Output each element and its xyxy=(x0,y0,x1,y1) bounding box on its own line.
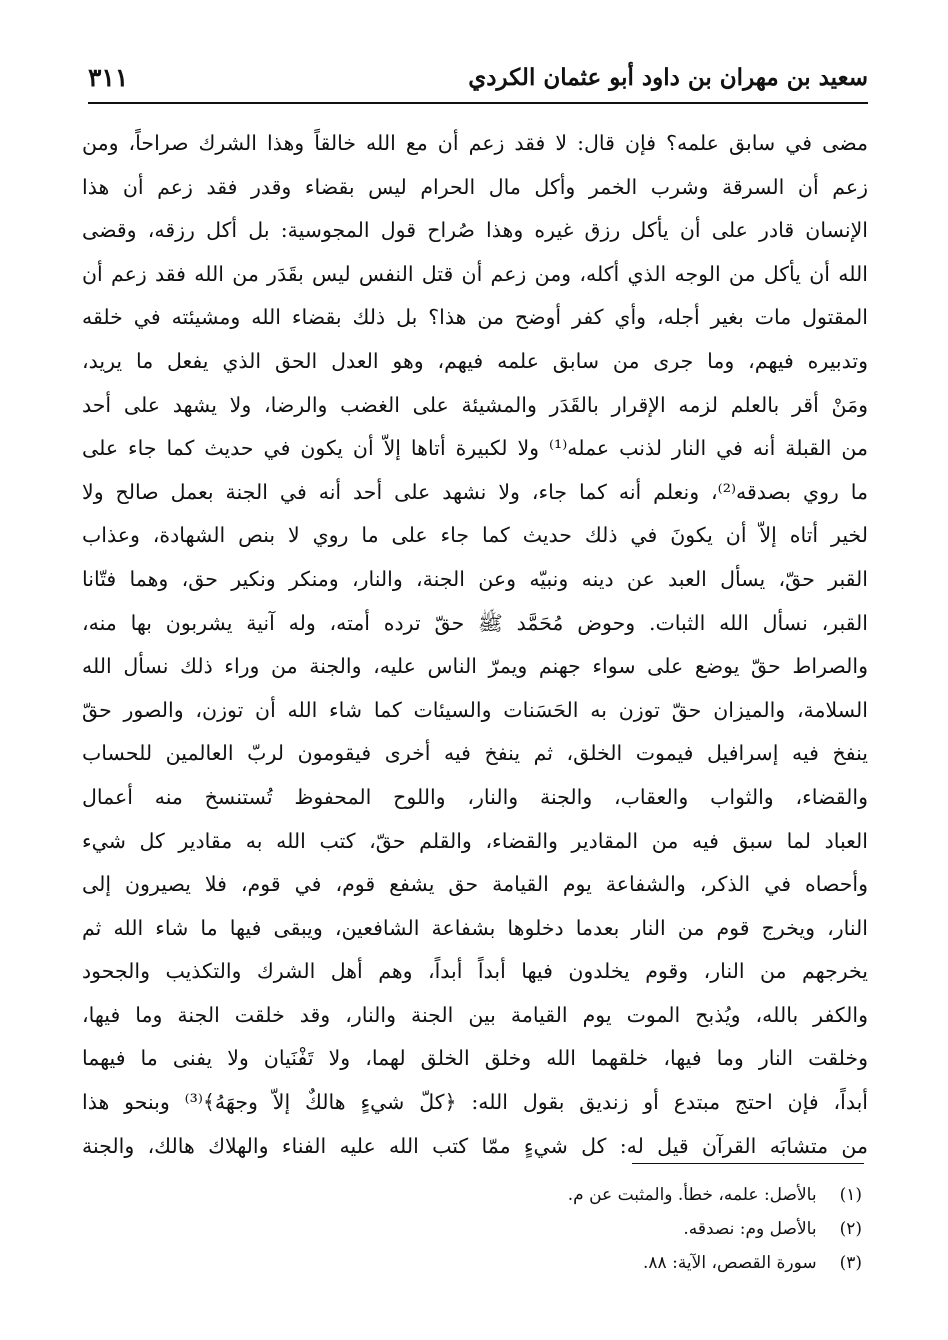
text-line: يخرجهم من النار، وقوم يخلدون فيها أبداً أبداً، وهم أهل الشرك والتكذيب والجحود xyxy=(82,959,868,984)
text-line: ما روي بصدقه⁽²⁾، ونعلم أنه كما جاء، ولا نشهد على أحد أنه في الجنة بعمل صالح ولا xyxy=(82,479,868,504)
text-line: النار، ويخرج قوم من النار بعدما دخلوها بشفاعة الشافعين، ويبقى فيها ما شاء الله ثم xyxy=(82,915,868,940)
main-text xyxy=(82,122,868,1168)
text-line: مضى في سابق علمه؟ فإن قال: لا فقد زعم أن مع الله خالقاً وهذا الشرك صراحاً، ومن xyxy=(82,131,868,155)
footnote-item xyxy=(300,1246,862,1280)
text-line: من القبلة أنه في النار لذنب عمله⁽¹⁾ ولا لكبيرة أتاها إلاّ أن يكون في حديث كما جاء على xyxy=(82,436,868,461)
text-line: والصراط حقّ يوضع على سواء جهنم ويمرّ الناس عليه، والجنة من وراء ذلك نسأل الله xyxy=(82,654,868,679)
text-line: أبداً، فإن احتج مبتدع أو زنديق بقول الله: ﴿كلّ شيءٍ هالكٌ إلاّ وجهَهُ﴾⁽³⁾ وبنحو هذا xyxy=(82,1090,868,1115)
text-line: العباد لما سبق فيه من المقادير والقضاء، والقلم حقّ، كتب الله به مقادير كل شيء xyxy=(82,828,868,853)
text-line: من متشابَه القرآن قيل له: كل شيءٍ ممّا كتب الله عليه الفناء والهلاك هالك، والجنة xyxy=(82,1133,868,1158)
text-line: المقتول مات بغير أجله، وأي كفر أوضح من هذا؟ بل ذلك بقضاء الله ومشيئته في خلقه xyxy=(82,305,868,330)
page-header xyxy=(88,52,868,104)
text-line: والقضاء، والثواب والعقاب، والجنة والنار، واللوح المحفوظ تُستنسخ منه أعمال xyxy=(82,784,868,809)
footnote-text: بالأصل وم: نصدقه. xyxy=(683,1219,817,1239)
text-line: الإنسان قادر على أن يأكل رزق غيره وهذا صُراح قول المجوسية: بل أكل رزقه، وقضى xyxy=(82,218,868,243)
text-line: لخير أتاه إلاّ أن يكونَ في ذلك حديث كما جاء على ما روي لا بنص الشهادة، وعذاب xyxy=(82,523,868,548)
footnote-item xyxy=(300,1178,862,1212)
text-line: وأحصاه في الذكر، والشفاعة يوم القيامة حق يشفع قوم، في قوم، فلا يصيرون إلى xyxy=(82,872,868,897)
text-line: زعم أن السرقة وشرب الخمر وأكل مال الحرام ليس بقضاء وقدر فقد زعم أن هذا xyxy=(82,174,868,199)
text-line: السلامة، والميزان حقّ توزن به الحَسَنات والسيئات كما شاء الله أن توزن، والصور حقّ xyxy=(82,697,868,722)
footnote-separator xyxy=(632,1163,864,1164)
text-line: وخلقت النار وما فيها، خلقهما الله وخلق الخلق لهما، ولا تَفْنَيان ولا يفنى ما فيهما xyxy=(82,1046,868,1071)
footnote-item xyxy=(300,1212,862,1246)
text-line: ومَنْ أقر بالعلم لزمه الإقرار بالقَدَر والمشيئة على الغضب والرضا، ولا يشهد على أحد xyxy=(82,392,868,417)
footnotes xyxy=(300,1178,862,1280)
text-line: وتدبيره فيهم، وما جرى من سابق علمه فيهم، وهو العدل الحق الذي يفعل ما يريد، xyxy=(82,348,868,373)
running-title: سعيد بن مهران بن داود أبو عثمان الكردي xyxy=(468,63,868,91)
footnote-number: (٢) xyxy=(839,1219,862,1239)
text-line: الله أن يأكل من الوجه الذي أكله، ومن زعم أن قتل النفس ليس بقَدَر من الله فقد زعم أن xyxy=(82,261,868,286)
text-line: القبر حقّ، يسأل العبد عن دينه ونبيّه وعن الجنة، والنار، ومنكر ونكير حق، وهما فتّانا xyxy=(82,566,868,591)
footnote-text: بالأصل: علمه، خطأ. والمثبت عن م. xyxy=(567,1185,817,1205)
text-line: القبر، نسأل الله الثبات. وحوض مُحَمَّد ﷺ حقّ ترده أمته، وله آنية يشربون بها منه، xyxy=(82,610,868,635)
text-line: ينفخ فيه إسرافيل فيموت الخلق، ثم ينفخ فيه أخرى فيقومون لربّ العالمين للحساب xyxy=(82,741,868,766)
text-line: والكفر بالله، ويُذبح الموت يوم القيامة بين الجنة والنار، وقد خلقت الجنة وما فيها، xyxy=(82,1002,868,1027)
footnote-text: سورة القصص، الآية: ٨٨. xyxy=(643,1253,817,1273)
page-number: ٣١١ xyxy=(88,62,129,92)
footnote-number: (٣) xyxy=(839,1253,862,1273)
footnote-number: (١) xyxy=(839,1185,862,1205)
